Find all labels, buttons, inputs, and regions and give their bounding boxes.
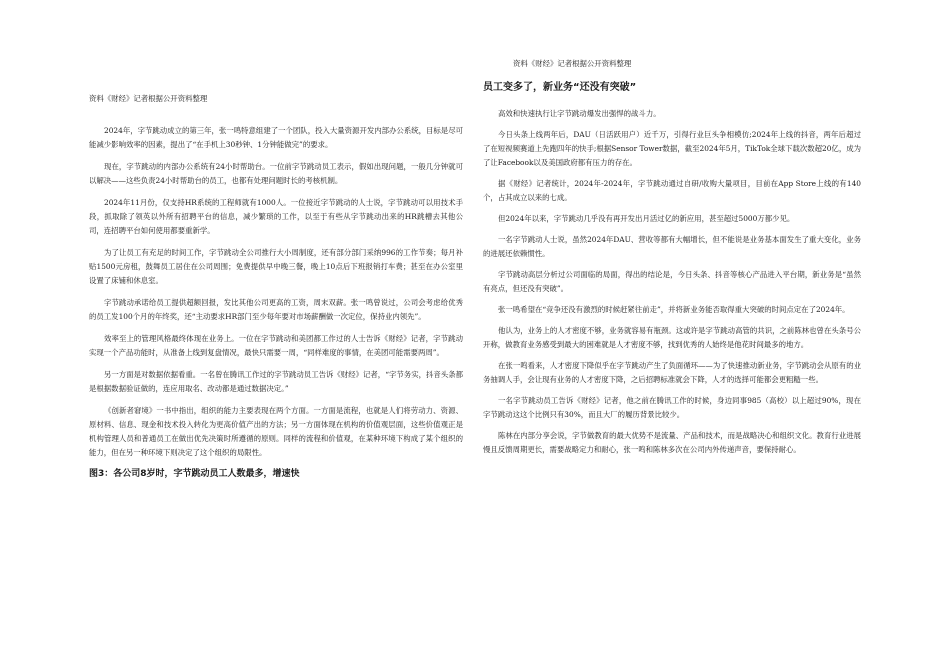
right-paragraph: 据《财经》记者统计，2024年-2024年，字节跳动通过自研/收购大量项目，目前在App Store上线的有140个，占其成立以来的七成。 bbox=[483, 179, 861, 202]
left-paragraph: 2024年，字节跳动成立的第三年，张一鸣特意组建了一个团队，投入大量资源开发内部办公系统，目标是尽可能减少影响效率的因素，提出了“在手机上30秒钟、1分钟能做完”的要求。 bbox=[89, 126, 463, 150]
right-paragraph: 张一鸣希望在“竞争还没有激烈的时候赶紧往前走”，并将新业务能否取得重大突破的时间点定在了2024年。 bbox=[498, 305, 850, 314]
right-paragraph: 今日头条上线两年后，DAU（日活跃用户）近千万，引得行业巨头争相模仿;2024年上线的抖音，两年后超过了在短视频赛道上先跑四年的快手;根据Sensor Tower数据，截至2024年5月，TikTok全球下载次数超20亿，成为了让Facebook以及美国政府都有压力的存在。 bbox=[483, 130, 861, 167]
right-paragraph: 一名字节跳动人士说，虽然2024年DAU、营收等都有大幅增长，但不能说是业务基本面发生了重大变化，业务的进展还依赖惯性。 bbox=[483, 235, 861, 258]
left-paragraph: 《创新者窘境》一书中指出，组织的能力主要表现在两个方面。一方面是流程，也就是人们将劳动力、资源、原材料、信息、现金和技术投入转化为更高价值产出的方法；另一方面体现在机构的价值观层面，这些价值观正是机构管理人员和普通员工在做出优先决策时所遵循的原则。同样的流程和价值观，在某种环境下构成了某个组织的能力，但在另一种环境下则决定了这个组织的局限性。 bbox=[89, 405, 463, 458]
left-paragraph: 另一方面是对数据依据看重。一名曾在腾讯工作过的字节跳动员工告诉《财经》记者，“字节务实，抖音头条都是根据数据验证做的，连应用取名、改动都是通过数据决定。” bbox=[89, 369, 463, 394]
left-paragraph: 为了让员工有充足的时间工作，字节跳动全公司推行大小周制度，还有部分部门采纳996的工作节奏；每月补贴1500元房租，鼓舞员工居住在公司周围；免费提供早中晚三餐，晚上10点后下班报销打车费；甚至在办公室里设置了床铺和休息室。 bbox=[89, 247, 463, 286]
left-paragraph: 效率至上的管理风格最终体现在业务上。一位在字节跳动和美团都工作过的人士告诉《财经》记者，字节跳动实现一个产品功能时，从准备上线到复盘情况，最快只需要一周，“同样难度的事情，在美团可能需要两周”。 bbox=[89, 333, 463, 358]
left-column bbox=[89, 93, 463, 481]
left-paragraph: 字节跳动承诺给员工提供超额回报，发比其他公司更高的工资，周末双薪。张一鸣曾说过，公司会考虑给优秀的员工发100个月的年终奖，还“主动要求HR部门至少每年要对市场薪酬做一次定位，保持业内领先”。 bbox=[89, 298, 463, 322]
right-paragraph: 他认为，业务上的人才密度不够，业务就容易有瓶颈。这或许是字节跳动高管的共识，之前陈林也曾在头条号公开称，做教育业务感受到最大的困难就是人才密度不够，找到优秀的人始终是他花时间最多的地方。 bbox=[483, 326, 861, 349]
left-source-note: 资料《财经》记者根据公开资料整理 bbox=[89, 94, 208, 103]
left-paragraph: 现在，字节跳动的内部办公系统有24小时帮助台。一位前字节跳动员工表示，假如出现问题，一般几分钟就可以解决——这些负责24小时帮助台的员工，也都有处理问题时长的考核机制。 bbox=[89, 161, 463, 186]
left-paragraph: 2024年11月份，仅支持HR系统的工程师就有1000人。一位接近字节跳动的人士说，字节跳动可以用技术手段，抓取除了领英以外所有招聘平台的信息，减少繁琐的工作，以至于有些从字节跳动出来的HR跳槽去其他公司，连招聘平台如何使用都要重新学。 bbox=[89, 197, 463, 236]
figure-caption: 图3：各公司8岁时，字节跳动员工人数最多，增速快 bbox=[89, 469, 300, 480]
right-source-note: 资料《财经》记者根据公开资料整理 bbox=[513, 59, 632, 68]
right-paragraph: 陈林在内部分享会说，字节做教育的最大优势不是流量、产品和技术，而是战略决心和组织文化。教育行业进展慢且反馈周期更长，需要战略定力和耐心，张一鸣和陈林多次在公司内外传递声音，要保持耐心。 bbox=[483, 431, 861, 454]
right-paragraph: 但2024年以来，字节跳动几乎没有再开发出月活过亿的新应用，甚至超过5000万都少见。 bbox=[498, 214, 795, 223]
right-paragraph: 字节跳动高层分析过公司面临的局面，得出的结论是，今日头条、抖音等核心产品进入平台期，新业务是“虽然有亮点，但还没有突破”。 bbox=[483, 270, 861, 293]
right-paragraph: 在张一鸣看来，人才密度下降似乎在字节跳动产生了负面循环——为了快速推动新业务，字节跳动会从原有的业务抽调人手，会让现有业务的人才密度下降，之后招聘标准就会下降，人才的选择可能都会更粗糙一些。 bbox=[483, 361, 861, 384]
right-paragraph: 一名字节跳动员工告诉《财经》记者，他之前在腾讯工作的时候，身边同事985（高校）以上超过90%，现在字节跳动这这个比例只有30%，而且大厂的履历背景比较少。 bbox=[483, 396, 861, 419]
right-paragraph: 高效和快速执行让字节跳动爆发出强悍的战斗力。 bbox=[498, 109, 661, 118]
right-column bbox=[483, 58, 861, 464]
section-heading: 员工变多了，新业务“还没有突破” bbox=[483, 82, 637, 93]
